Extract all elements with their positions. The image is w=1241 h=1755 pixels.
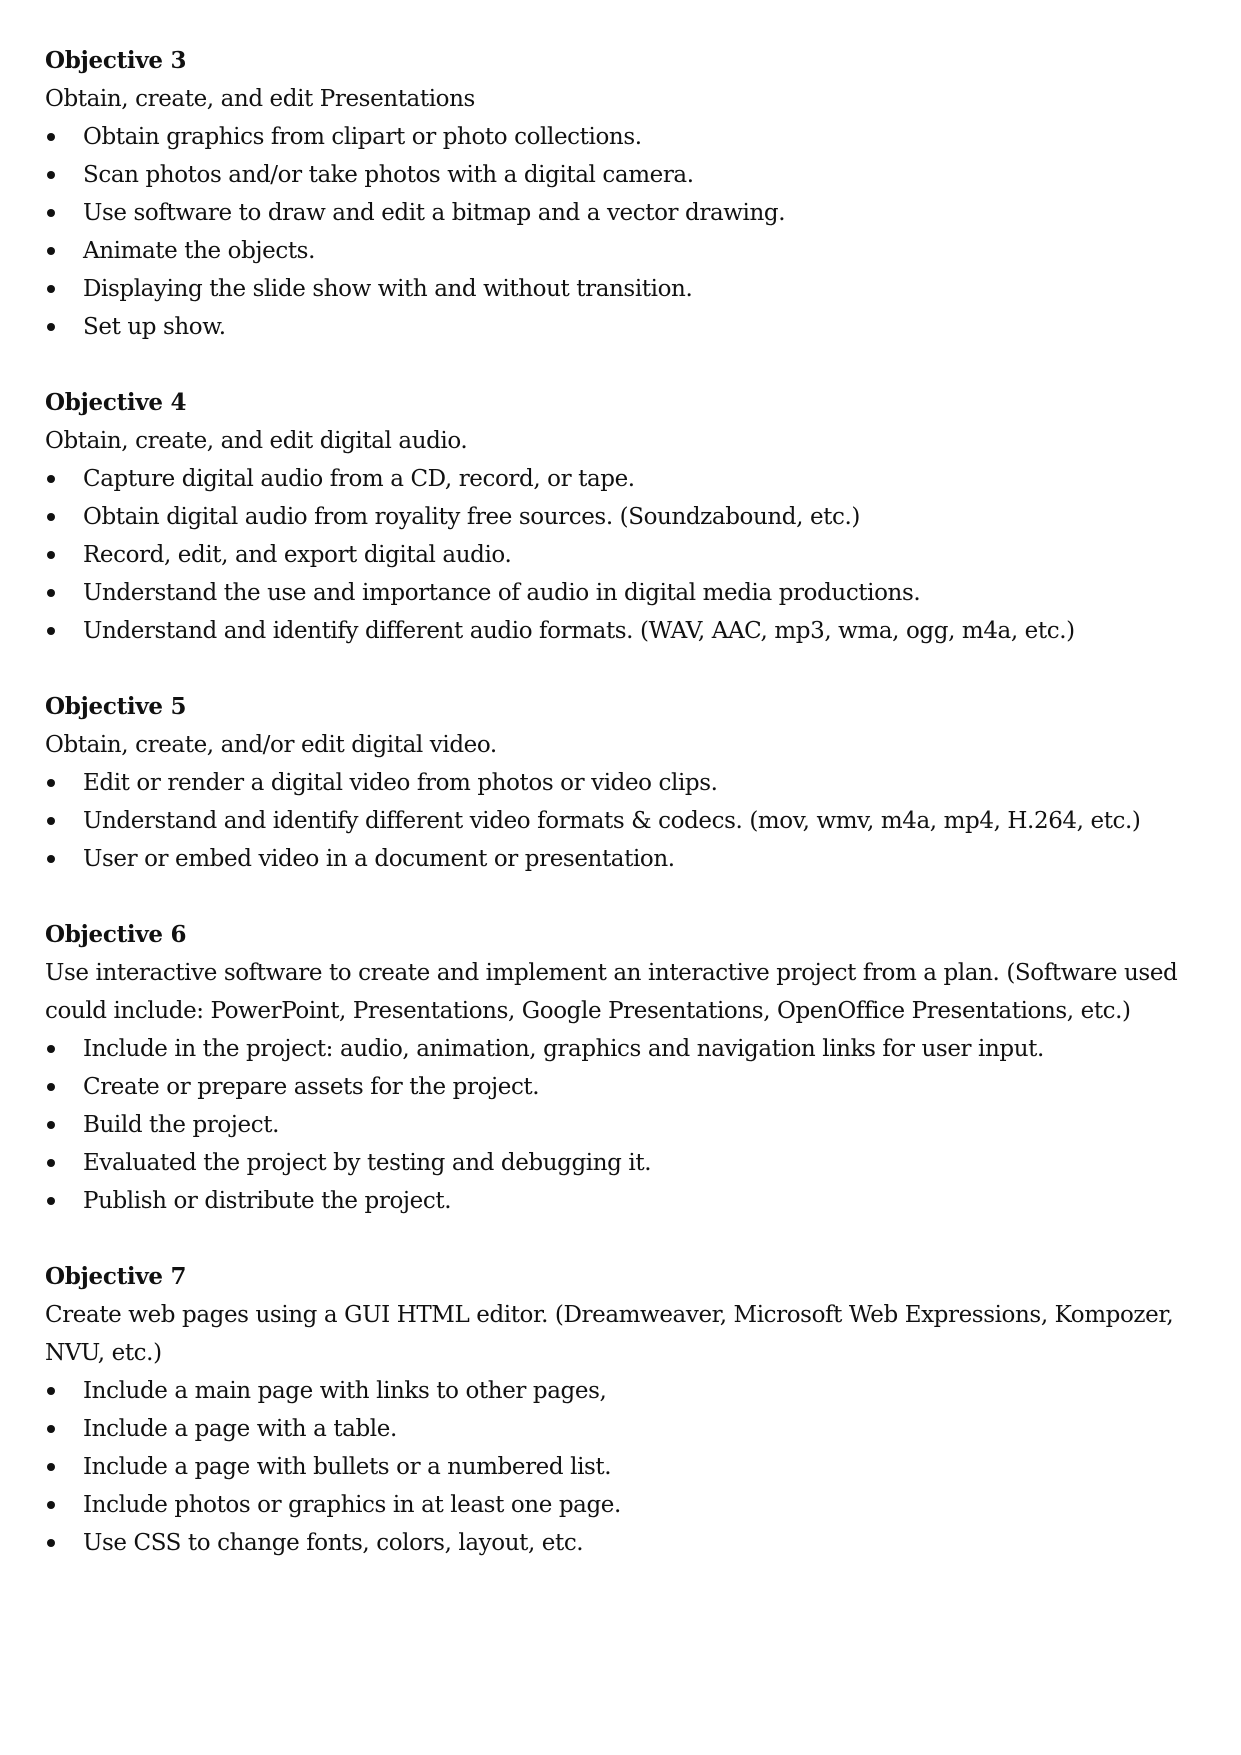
list-item-text: Include in the project: audio, animation, graphics and navigation links for user input. [83,1036,1044,1062]
list-item-text: Evaluated the project by testing and debugging it. [83,1150,652,1176]
list-item [45,232,1195,270]
list-item-text: Include a page with bullets or a numbered list. [83,1454,612,1480]
list-item [45,1372,1195,1410]
objective-intro: Obtain, create, and edit digital audio. [45,428,468,454]
bullet-icon [47,513,55,521]
bullet-icon [47,475,55,483]
objective-5-section [45,688,1195,878]
list-item [45,1030,1195,1068]
objective-intro: Obtain, create, and edit Presentations [45,86,475,112]
objective-7-section [45,1258,1195,1562]
objective-intro: Use interactive software to create and implement an interactive project from a plan. (Software used could include: PowerPoint, Presentations, Google Presentations, OpenOffice Presentations, etc.) [45,960,1178,1024]
bullet-icon [47,1083,55,1091]
objective-heading: Objective 3 [45,47,187,74]
list-item [45,840,1195,878]
list-item-text: Build the project. [83,1112,279,1138]
list-item [45,1410,1195,1448]
list-item [45,270,1195,308]
objective-intro: Obtain, create, and/or edit digital video. [45,732,497,758]
list-item-text: Scan photos and/or take photos with a digital camera. [83,162,694,188]
bullet-icon [47,1387,55,1395]
bullet-icon [47,1425,55,1433]
bullet-icon [47,1539,55,1547]
list-item [45,498,1195,536]
list-item [45,802,1195,840]
list-item-text: Edit or render a digital video from photos or video clips. [83,770,718,796]
objective-intro: Create web pages using a GUI HTML editor. (Dreamweaver, Microsoft Web Expressions, Kompozer, NVU, etc.) [45,1302,1174,1366]
list-item-text: Use software to draw and edit a bitmap and a vector drawing. [83,200,786,226]
list-item [45,308,1195,346]
list-item-text: Capture digital audio from a CD, record, or tape. [83,466,635,492]
list-item [45,156,1195,194]
objective-bullet-list [45,1030,1195,1220]
bullet-icon [47,1045,55,1053]
list-item [45,612,1195,650]
list-item-text: Animate the objects. [83,238,315,264]
bullet-icon [47,285,55,293]
list-item [45,574,1195,612]
list-item-text: Understand the use and importance of audio in digital media productions. [83,580,921,606]
list-item-text: Set up show. [83,314,226,340]
list-item-text: Include a page with a table. [83,1416,397,1442]
bullet-icon [47,1121,55,1129]
list-item [45,1182,1195,1220]
bullet-icon [47,1197,55,1205]
objective-heading: Objective 5 [45,693,187,720]
list-item-text: Obtain graphics from clipart or photo collections. [83,124,642,150]
bullet-icon [47,1463,55,1471]
list-item-text: Include a main page with links to other pages, [83,1378,607,1404]
objective-3-section [45,42,1195,346]
list-item-text: Create or prepare assets for the project. [83,1074,540,1100]
list-item [45,764,1195,802]
document-page [45,42,1195,1600]
list-item [45,1448,1195,1486]
list-item-text: Use CSS to change fonts, colors, layout, etc. [83,1530,584,1556]
bullet-icon [47,779,55,787]
bullet-icon [47,133,55,141]
list-item [45,1106,1195,1144]
objective-heading: Objective 7 [45,1263,187,1290]
list-item-text: Publish or distribute the project. [83,1188,452,1214]
list-item [45,536,1195,574]
bullet-icon [47,817,55,825]
bullet-icon [47,589,55,597]
list-item-text: Understand and identify different audio formats. (WAV, AAC, mp3, wma, ogg, m4a, etc.) [83,618,1075,644]
bullet-icon [47,247,55,255]
list-item [45,194,1195,232]
objective-6-section [45,916,1195,1220]
bullet-icon [47,209,55,217]
objective-bullet-list [45,460,1195,650]
list-item [45,1144,1195,1182]
bullet-icon [47,1501,55,1509]
objective-bullet-list [45,118,1195,346]
bullet-icon [47,323,55,331]
list-item-text: Include photos or graphics in at least one page. [83,1492,621,1518]
bullet-icon [47,551,55,559]
list-item [45,118,1195,156]
objective-bullet-list [45,764,1195,878]
objective-bullet-list [45,1372,1195,1562]
objective-4-section [45,384,1195,650]
bullet-icon [47,855,55,863]
bullet-icon [47,1159,55,1167]
objective-heading: Objective 4 [45,389,187,416]
list-item-text: Obtain digital audio from royality free sources. (Soundzabound, etc.) [83,504,860,530]
list-item-text: Record, edit, and export digital audio. [83,542,512,568]
list-item-text: Displaying the slide show with and without transition. [83,276,693,302]
objective-heading: Objective 6 [45,921,187,948]
list-item [45,1068,1195,1106]
list-item-text: User or embed video in a document or presentation. [83,846,675,872]
list-item [45,1524,1195,1562]
bullet-icon [47,171,55,179]
list-item [45,460,1195,498]
list-item [45,1486,1195,1524]
list-item-text: Understand and identify different video formats & codecs. (mov, wmv, m4a, mp4, H.264, etc.) [83,808,1141,834]
bullet-icon [47,627,55,635]
